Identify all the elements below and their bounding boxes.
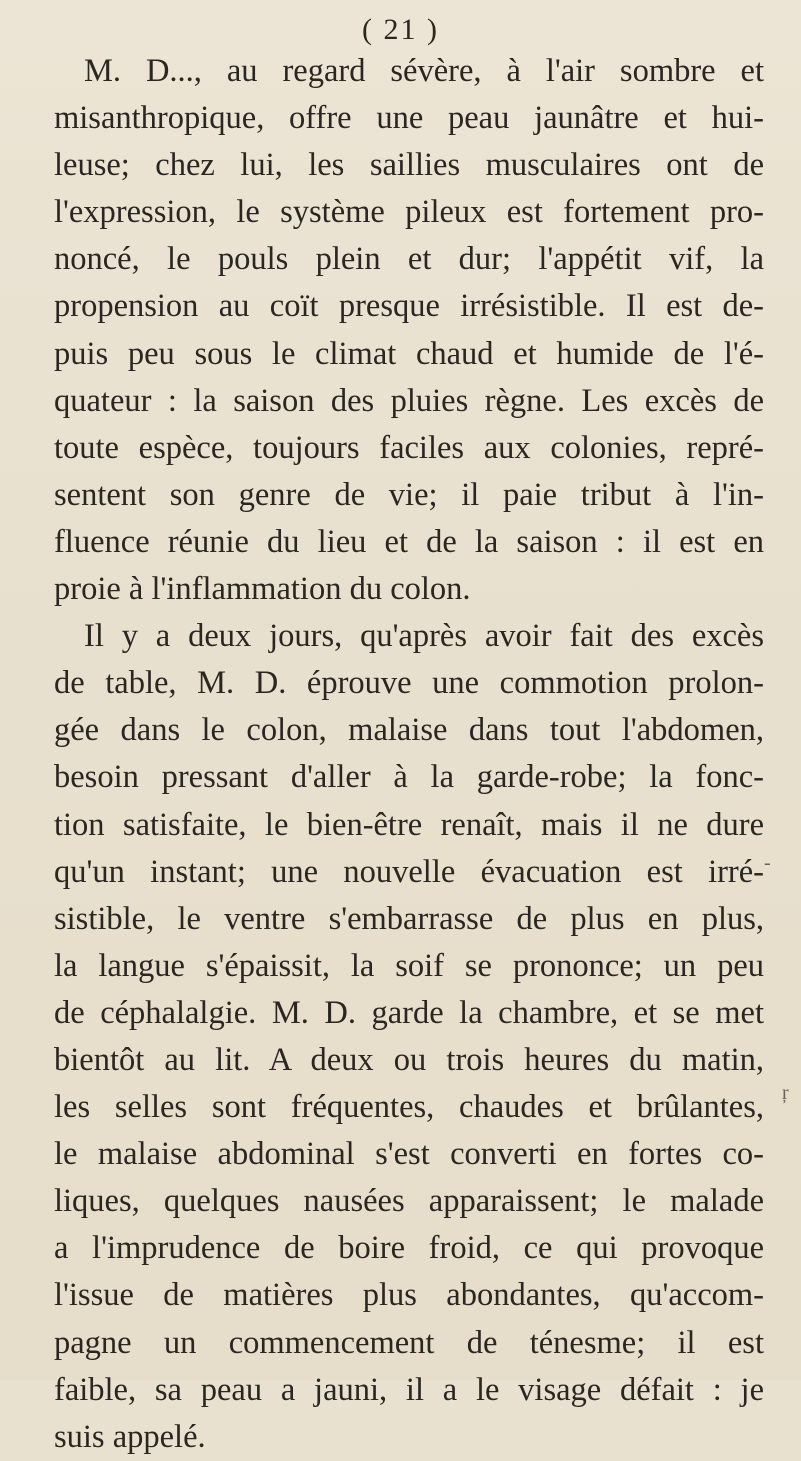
text-line: qu'un instant; une nouvelle évacuation est irré- <box>54 853 764 890</box>
text-line: les selles sont fréquentes, chaudes et brûlantes, <box>54 1089 764 1126</box>
text-line: pagne un commencement de ténesme; il est <box>54 1324 764 1361</box>
text-line: gée dans le colon, malaise dans tout l'abdomen, <box>54 712 764 749</box>
text-line: de céphalalgie. M. D. garde la chambre, et se met <box>54 994 764 1031</box>
text-line: besoin pressant d'aller à la garde-robe; la fonc- <box>54 759 764 796</box>
text-line: quateur : la saison des pluies règne. Les excès de <box>54 382 764 419</box>
text-line: tion satisfaite, le bien-être renaît, mais il ne dure <box>54 806 764 843</box>
text-line: l'expression, le système pileux est fortement pro- <box>54 194 764 231</box>
text-line: suis appelé. <box>54 1418 206 1455</box>
margin-mark: - <box>764 852 771 874</box>
text-line: puis peu sous le climat chaud et humide de l'é- <box>54 335 764 372</box>
text-line: sistible, le ventre s'embarrasse de plus en plus, <box>54 900 764 937</box>
margin-mark: ŗ <box>782 1082 789 1104</box>
text-line: misanthropique, offre une peau jaunâtre et hui- <box>54 100 764 137</box>
text-line: le malaise abdominal s'est converti en fortes co- <box>54 1136 764 1173</box>
text-line: leuse; chez lui, les saillies musculaires ont de <box>54 147 764 184</box>
paragraph-1 <box>54 48 764 613</box>
text-line: fluence réunie du lieu et de la saison : il est en <box>54 523 764 560</box>
text-line: noncé, le pouls plein et dur; l'appétit vif, la <box>54 241 764 278</box>
text-line: proie à l'inflammation du colon. <box>54 571 471 608</box>
text-line: sentent son genre de vie; il paie tribut à l'in- <box>54 476 764 513</box>
text-line: M. D..., au regard sévère, à l'air sombre et <box>84 53 764 89</box>
text-line: toute espèce, toujours faciles aux colonies, repré- <box>54 429 764 466</box>
page-number: ( 21 ) <box>362 13 439 46</box>
text-line: a l'imprudence de boire froid, ce qui provoque <box>54 1230 764 1267</box>
body-text <box>54 48 764 1461</box>
text-line: liques, quelques nausées apparaissent; le malade <box>54 1183 764 1220</box>
text-line: l'issue de matières plus abondantes, qu'accom- <box>54 1277 764 1314</box>
paragraph-2 <box>54 613 764 1461</box>
text-line: de table, M. D. éprouve une commotion prolon- <box>54 665 764 702</box>
text-line: bientôt au lit. A deux ou trois heures du matin, <box>54 1041 764 1078</box>
text-line: propension au coït presque irrésistible. Il est de- <box>54 288 764 325</box>
text-line: Il y a deux jours, qu'après avoir fait des excès <box>84 618 764 655</box>
text-line: faible, sa peau a jauni, il a le visage défait : je <box>54 1371 764 1408</box>
text-line: la langue s'épaissit, la soif se prononce; un peu <box>54 947 764 984</box>
